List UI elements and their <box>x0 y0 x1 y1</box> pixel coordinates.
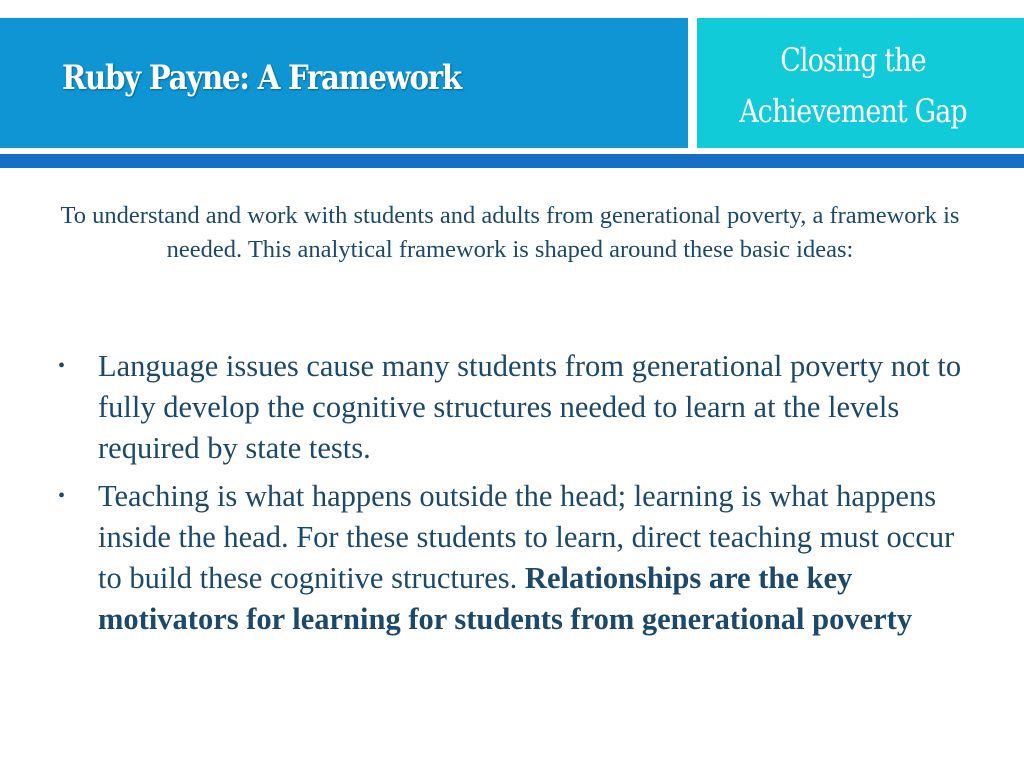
bullet-bold-text: Relationships are the key motivators for learning for students from generational poverty <box>98 561 913 636</box>
slide-title: Ruby Payne: A Framework <box>62 58 461 98</box>
bullet-item-teaching <box>0 476 978 640</box>
bullet-dot-icon: • <box>58 355 66 377</box>
bullet-item-language <box>0 346 978 469</box>
bullet-list <box>0 346 1024 640</box>
bullet-dot-icon: • <box>58 485 66 507</box>
slide-subtitle: Closing the Achievement Gap <box>739 41 967 130</box>
intro-paragraph: To understand and work with students and adults from generational poverty, a framework is needed. This analytical framework is shaped around these basic ideas: <box>60 202 960 263</box>
header-divider <box>0 154 1024 168</box>
bullet-text: Teaching is what happens outside the head; learning is what happens inside the head. For these students to learn, direct teaching must occur to build these cognitive structures. <box>98 479 955 595</box>
bullet-text: Language issues cause many students from generational poverty not to fully develop the cognitive structures needed to learn at the levels required by state tests. <box>98 349 962 465</box>
